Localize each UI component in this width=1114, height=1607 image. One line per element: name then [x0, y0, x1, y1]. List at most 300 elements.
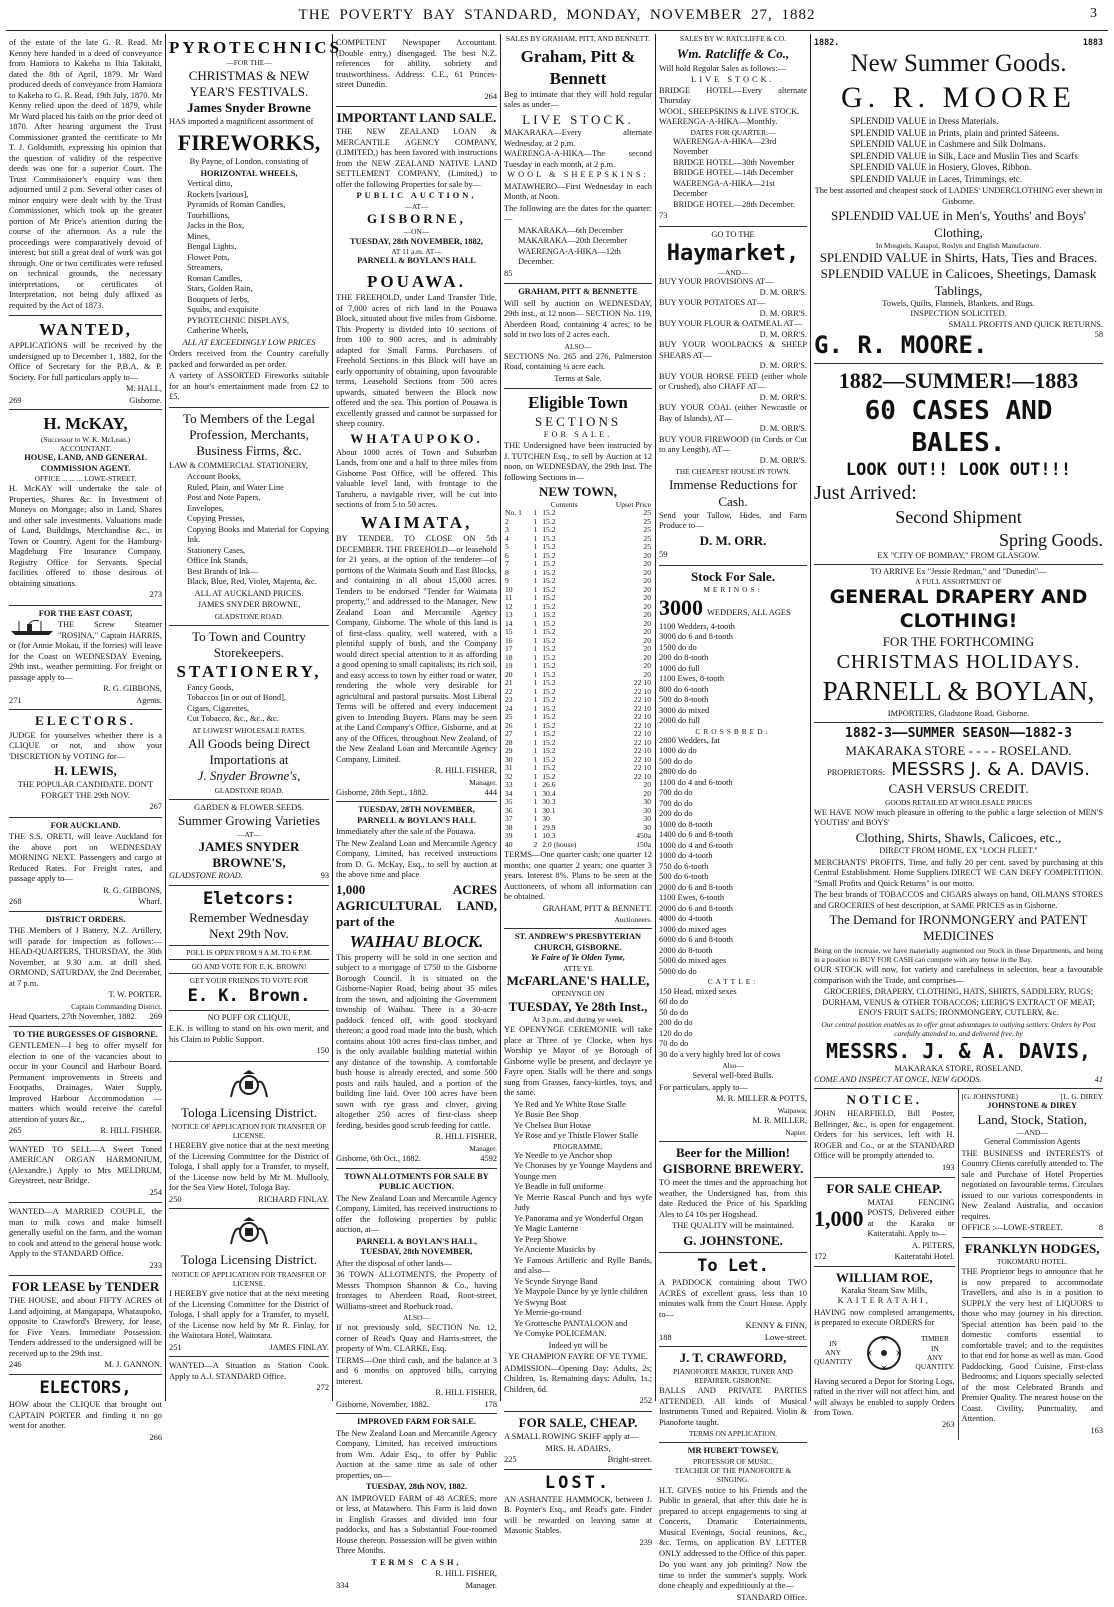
ad-venue: PARNELL & BOYLAN'S HALL,	[356, 1236, 477, 1246]
ad-waihau	[336, 802, 497, 1168]
ad-brewery	[659, 1142, 807, 1253]
list-item: SPLENDID VALUE in Laces, Trimmings, etc.	[850, 173, 1023, 184]
ad-text: THE CHEAPEST HOUSE IN TOWN.	[675, 467, 791, 476]
ad-married-couple	[9, 1203, 162, 1276]
table-row	[504, 841, 652, 850]
column-6	[811, 34, 1106, 1435]
table-cell: 15.2	[542, 669, 556, 679]
table-cell: 20	[643, 567, 651, 577]
table-cell: 5	[505, 542, 509, 551]
provision-item	[659, 340, 807, 372]
ad-number: 250	[169, 1194, 182, 1204]
table-row	[504, 662, 652, 671]
list-item: Ye Needle to ye Anchor shop	[514, 1150, 613, 1160]
table-cell: 1	[533, 525, 538, 534]
table-cell: 15.2	[542, 771, 556, 781]
list-item: BRIDGE HOTEL—28th December.	[673, 199, 796, 209]
list-item: BRIDGE HOTEL—14th December	[673, 168, 794, 178]
ad-text: Immense Reductions for Cash.	[669, 477, 797, 509]
ad-heading: Wm. Ratcliffe & Co.,	[676, 46, 790, 62]
ad-district-orders	[9, 912, 162, 1027]
ad-heading: WANTED,	[39, 320, 132, 339]
section-heading: NEW TOWN,	[538, 484, 618, 500]
list-item: 1000 do 8-tooth	[659, 819, 713, 829]
ad-text: JOHN HEARFIELD, Bill Poster, Bellringer, &c., is open for engagement. Orders for his services, left with H. ROGER and Co., or at the STANDARD Office will be promptly attended to.	[814, 1109, 955, 1161]
ad-signature: RICHARD FINLAY.	[258, 1194, 329, 1204]
list-item: 700 do do	[659, 788, 693, 798]
column-header: SALES BY GRAHAM, PITT, AND BENNETT.	[506, 34, 650, 43]
ad-eletcors	[169, 886, 329, 1062]
column-header: Contents	[550, 499, 578, 509]
ad-text: THE NEW ZEALAND LOAN & MERCANTILE AGENCY COMPANY, (LIMITED,) has been favored with instructions from the NEW ZEALAND NATIVE LAND SETTLEMENT COMPANY, (Limited,) to offer the following Properties for sale by—	[336, 127, 497, 189]
merchant-name: MESSRS. J. & A. DAVIS,	[826, 1039, 1091, 1063]
ad-subheading: PROFESSOR OF MUSIC.	[693, 1456, 773, 1466]
block-name: WAIHAU BLOCK.	[349, 931, 484, 951]
table-cell: 38	[505, 822, 513, 832]
ad-signature: T. W. PORTER.	[108, 990, 162, 1000]
list-item: Copying Presses,	[187, 514, 245, 523]
table-cell: 22 10	[633, 771, 651, 781]
ad-place: GLADSTONE ROAD.	[169, 871, 243, 881]
provision-text: BUY YOUR FIREWOOD (in Cords or Cut to any Length), AT—	[659, 434, 807, 454]
ad-date: TUESDAY, 28th NOVEMBER,	[360, 1247, 473, 1256]
ad-text: ALSO—	[564, 341, 592, 351]
ad-text: Clothing, Shirts, Shawls, Calicoes, etc.,	[855, 829, 1062, 845]
ad-office: OFFICE ... ... ... LOWE-STREET.	[34, 474, 137, 483]
ad-signature: GRAHAM, PITT & BENNETT.	[542, 903, 652, 913]
list-item: 60 do do	[659, 997, 689, 1006]
ad-heading: Beer for the Million!	[676, 1144, 790, 1160]
provision-text: BUY YOUR POTATOES AT—	[659, 298, 766, 307]
ad-heading: To Town and Country Storekeepers.	[192, 628, 306, 660]
royal-arms-icon	[169, 1216, 329, 1248]
ad-text: AN ASHANTEE HAMMOCK, between J. B. Poynter's Esq., and Read's gate. Finder will be rewarded on leaving same at Masonic Stables.	[504, 1494, 652, 1536]
table-cell: 10	[505, 584, 513, 594]
ad-heading: Eletcors:	[202, 888, 296, 909]
ad-feature: FIREWORKS,	[177, 129, 321, 155]
ad-text: The New Zealand Loan and Mercantile Agency Company, Limited, has received instructions to offer the following properties by public auction, at—	[336, 1193, 497, 1234]
ad-number: 271	[9, 695, 22, 705]
ad-burgesses	[9, 1027, 162, 1141]
ad-number: 172	[814, 1252, 827, 1261]
table-cell: 15.2	[542, 567, 556, 577]
ad-text: COMPETENT Newspaper Accountant. (Double entry,) disengaged. The best N.Z. references for ability, sobriety and trustworthiness. Address: C.E., 61 Princes-street Dunedin.	[336, 38, 497, 89]
table-cell: 25	[643, 525, 651, 534]
table-cell: 1	[533, 780, 538, 789]
ad-text: If not previously sold, SECTION No. 12, corner of Read's Quay and Harris-street, the property of Wm. CLARKE, Esq.	[336, 1323, 497, 1354]
ad-text: OUR STOCK will now, for variety and carefulness in selection, bear a favourable comparison with the Trade, and comprises—	[814, 965, 1103, 985]
table-cell: 450a	[636, 831, 651, 840]
table-cell: 26.6	[542, 780, 556, 789]
ad-text: SPLENDID VALUE in Men's, Youths' and Boys' Clothing,	[830, 208, 1087, 240]
ad-text: [G. JOHNSTONE]	[961, 1092, 1019, 1101]
ad-subheading: LIVE STOCK.	[691, 75, 775, 84]
table-cell: 1	[533, 669, 538, 679]
table-cell: 15.2	[542, 652, 556, 662]
ad-heading: 1882—SUMMER!—1883	[838, 368, 1079, 394]
list-item: MAKARAKA—Every alternate Wednesday, at 2 p.m.	[504, 128, 652, 148]
ad-text: GROCERIES, DRAPERY, CLOTHING, HATS, SHIRTS, SADDLERY, RUGS; DURHAM, VENUS & OTHER TOBACCOS; LIEBIG'S EXTRACT OF MEAT; ENO'S FRUIT SALTS; IRONMONGERY, CUTLERY, &c.	[822, 987, 1095, 1017]
table-row	[504, 807, 652, 816]
table-cell: 1	[533, 584, 538, 594]
ad-text: DIRECT FROM HOME, EX "LOCH FLEET."	[879, 846, 1038, 855]
list-item: 1500 do do	[659, 642, 697, 652]
table-row	[504, 509, 652, 518]
ad-subheading: CHRISTMAS & NEW YEAR'S FESTIVALS.	[188, 67, 310, 99]
table-cell: 15.2	[542, 525, 556, 534]
table-cell: 25	[643, 516, 651, 526]
table-cell: 30.3	[542, 797, 556, 806]
ad-number: 272	[316, 1383, 329, 1392]
list-item: Ye Chelsea Bun House	[514, 1120, 592, 1130]
list-item: Roman Candles,	[187, 273, 243, 283]
list-item: Bengal Lights,	[187, 242, 237, 252]
ad-number: 266	[149, 1432, 162, 1442]
column-3	[333, 34, 501, 1590]
ad-gpb-sections	[504, 284, 652, 389]
ad-signature: M. HALL,	[125, 384, 162, 394]
list-item: 800 do 6-tooth	[659, 684, 709, 694]
table-cell: 30	[643, 814, 651, 823]
table-cell: 29	[505, 746, 513, 755]
table-row	[504, 713, 652, 722]
list-item: Ye Anciente Musicks by	[514, 1245, 596, 1255]
ad-text: H.T. GIVES notice to his Friends and the Public in general, that after this date he is prepared to accept engagements to sing at Concerts, Dramatic Entertainments, Musical Evenings, Social reunions, &c., &c. Terms, on application BY LETTER ONLY addressed to the Office of this paper.	[659, 1485, 807, 1558]
table-cell: 6	[505, 550, 509, 560]
ad-text: INSPECTION SOLICITED.	[910, 309, 1007, 319]
ad-text: MATAWHERO—First Wednesday in each Month, at Noon.	[504, 181, 652, 201]
list-item: Tourbillions,	[187, 210, 230, 220]
table-row	[504, 790, 652, 799]
ad-subheading: NOTICE OF APPLICATION FOR TRANSFER OF LICENSE.	[171, 1121, 327, 1140]
table-row	[504, 628, 652, 637]
ad-organ	[9, 1141, 162, 1204]
ad-number: 193	[941, 1162, 955, 1172]
ad-feature: CHRISTMAS HOLIDAYS.	[836, 651, 1081, 673]
ad-venue: PARNELL & BOYLAN'S HALL	[357, 815, 476, 825]
ad-text: APPLICATIONS will be received by the undersigned up to December 1, 1882, for the Office of Secretary for the P.B.A. & P. Society. For full particulars apply to—	[9, 341, 162, 382]
ad-text: —AND—	[717, 267, 749, 277]
ad-graham-pitt-bennett	[504, 43, 652, 284]
table-cell: 15.2	[542, 763, 556, 772]
ad-text: GO AND VOTE FOR E. K. BROWN!	[191, 961, 307, 971]
list-item: 2000 do full	[659, 716, 700, 725]
table-row	[504, 569, 652, 578]
table-cell: 22 10	[633, 763, 651, 772]
ad-heading: FOR SALE CHEAP.	[826, 1181, 942, 1197]
table-cell: 24	[505, 703, 513, 713]
table-cell: 22 10	[633, 754, 651, 764]
table-cell: 1	[533, 627, 538, 636]
ad-place: KAITERATAHI,	[837, 1296, 931, 1306]
ad-terms: TERMS CASH,	[371, 1557, 462, 1567]
list-item: 5000 do do	[659, 966, 697, 976]
ad-place: Bright-street.	[607, 1455, 652, 1464]
list-item: Jacks in the Box,	[187, 221, 245, 231]
table-row	[504, 535, 652, 544]
table-cell: 20	[643, 593, 651, 602]
ad-text: Our central position enables us to offer great advantages to outlying settlers. Orders by Post carefully attended to, and delivered free, by	[821, 1019, 1096, 1038]
table-cell: 2	[505, 516, 509, 526]
table-cell: 1	[533, 661, 538, 670]
ad-signature: R. G. GIBBONS,	[103, 885, 162, 895]
ad-heading: Graham, Pitt & Bennett	[520, 47, 636, 88]
table-cell: No. 1	[505, 508, 522, 517]
ad-heading: 1882-3——SUMMER SEASON——1882-3	[845, 726, 1072, 742]
list-item: Cut Tobacco, &c., &c., &c.	[187, 714, 279, 723]
table-cell: 21	[505, 678, 513, 687]
list-item: 500 do 6-tooth	[659, 872, 709, 882]
table-row	[504, 679, 652, 688]
ad-number: 265	[9, 1126, 22, 1135]
lead-article	[9, 34, 162, 316]
list-item: Ye Peep Showe	[514, 1234, 567, 1244]
ad-text: [L. G. DIREY	[1060, 1092, 1103, 1101]
table-row	[504, 781, 652, 790]
table-cell: 20	[643, 601, 651, 611]
ad-mckay	[9, 410, 162, 606]
ad-subheading: PIANOFORTE MAKER, TUNER AND REPAIRER, GISBORNE.	[673, 1366, 793, 1385]
ad-subheading: CROSSBRED:	[695, 726, 771, 736]
list-item: Ye Choruses by ye Younge Maydens and Younge men	[514, 1161, 652, 1181]
ad-towsey	[659, 1443, 807, 1607]
ad-place: Lowe-street.	[764, 1332, 807, 1342]
merchant-name: G. R. MOORE.	[814, 331, 988, 360]
list-item: 2800 Wedders, fat	[659, 735, 720, 745]
list-item: Ye Panorama and ye Wonderful Organ	[514, 1213, 644, 1223]
list-item: Squibs, and exquisite	[187, 305, 259, 315]
ad-heading: IMPORTANT LAND SALE.	[336, 110, 497, 125]
ad-text: THE BUSINESS and INTERESTS of Country Clients carefully attended to. The sale and Purchase of Hotel Properties negotiated on favourable terms. Circulars issued to our various correspondents in New Zealand Australia, and occasion requires.	[961, 1148, 1103, 1221]
table-cell: 1	[533, 814, 538, 823]
list-item: Office Ink Stands,	[187, 556, 249, 565]
ad-text: AT 11 a.m. AT—	[391, 247, 442, 256]
ad-town-sections	[504, 389, 652, 929]
table-cell: 15.2	[542, 635, 556, 645]
section-heading: POUAWA.	[367, 271, 466, 291]
merchant-name: G. R. MOORE	[840, 80, 1076, 114]
table-cell: 25	[643, 533, 651, 543]
table-cell: 15.2	[542, 508, 556, 517]
list-item: WAERENGA-A-HIKA—Monthly.	[659, 117, 778, 126]
stall-list	[504, 1100, 652, 1142]
list-item: WOOL, SHEEPSKINS & LIVE STOCK.	[659, 106, 800, 116]
ad-text: AN IMPROVED FARM of 48 ACRES, more or less, at Matawhero. This Farm is laid down in English Grasses and divided into four paddocks, and has a Substantial Four-roomed House thereon. Possession will be given within Three Months.	[336, 1493, 497, 1556]
ad-subheading: GISBORNE BREWERY.	[662, 1161, 804, 1176]
list-item: 1100 Ewes, 6-tooth	[659, 893, 725, 903]
ad-place: MAKARAKA STORE, ROSELAND.	[894, 1064, 1023, 1073]
table-cell: 25	[505, 712, 513, 721]
list-item: Account Books,	[187, 472, 241, 481]
table-cell: 1	[533, 593, 538, 602]
column-5	[656, 34, 811, 1602]
table-cell: 15.2	[542, 661, 556, 670]
ad-date: TUESDAY, Ye 28th Inst.,	[508, 998, 648, 1014]
ad-feature: 3000	[659, 595, 703, 620]
ad-tagline: ALL AT EXCEEDINGLY LOW PRICES	[182, 337, 316, 347]
ad-role: ACCOUNTANT.	[59, 443, 112, 453]
ad-number: 444	[484, 787, 497, 797]
table-cell: 15.2	[542, 516, 556, 526]
column-header: Upset Price	[615, 499, 651, 509]
ad-subheading: TOKOMARU HOTEL.	[997, 1257, 1068, 1266]
table-row	[504, 705, 652, 714]
list-item: Ye Merrie Rascal Punch and hys wyfe Judy	[514, 1192, 652, 1213]
table-row	[504, 543, 652, 552]
ad-subheading: Karaka Steam Saw Mills,	[841, 1285, 928, 1295]
list-item: 500 do do	[659, 756, 693, 766]
table-cell: 40	[505, 839, 513, 849]
ad-text: The following are the dates for the quarter:—	[504, 203, 652, 223]
ad-text: ANY	[926, 1352, 943, 1362]
ad-number: 273	[149, 590, 162, 600]
ad-text: THE Members of J Battery, N.Z. Artillery, will parade for inspection as follows:— HEAD-QUARTERS, THURSDAY, the 30th November, at 9.30 a.m. at drill shed. ORMOND, SATURDAY, the 2nd December, at 7 p.m.	[9, 926, 162, 988]
ad-text: GOODS RETAILED AT WHOLESALE PRICES	[885, 797, 1032, 807]
ad-subheading: CATTLE:	[707, 977, 759, 987]
ad-footer: Gisborne, 6th Oct., 1882.	[336, 1154, 421, 1163]
ad-auckland	[9, 818, 162, 912]
table-cell: 22 10	[633, 703, 651, 713]
table-cell: 20	[643, 644, 651, 653]
table-row	[504, 577, 652, 586]
table-cell: 17	[505, 644, 513, 653]
table-cell: 20	[643, 627, 651, 636]
sales-list	[504, 128, 652, 170]
ad-tologa-1	[169, 1062, 329, 1210]
ad-tagline: LOOK OUT!! LOOK OUT!!!	[845, 459, 1072, 480]
table-cell: 15.2	[542, 695, 556, 704]
ad-signature: D. M. ORR'S.	[759, 392, 807, 402]
list-item: Bouquets of Jerbs,	[187, 294, 250, 304]
list-item: Ye Magic Lanterne	[514, 1224, 579, 1234]
ad-role: Manager.	[469, 1143, 497, 1153]
column-4	[501, 34, 656, 1547]
ad-number: 252	[639, 1396, 652, 1406]
ad-text: I HEREBY give notice that at the next meeting of the Licensing Committee for the District of Tologa, I shall apply for a Transfer, to myself, of the License now held by Mr M. Mullooly, for the Sea View Hotel, Tologa Bay.	[169, 1141, 329, 1193]
table-row	[504, 722, 652, 731]
table-cell: 29.9	[542, 822, 556, 832]
ad-heading: Tologa Licensing District.	[181, 1104, 317, 1120]
ad-lost	[504, 1470, 652, 1553]
table-cell: 1	[533, 576, 538, 585]
table-row	[504, 696, 652, 705]
ad-subheading: —FOR THE—	[226, 58, 272, 68]
list-item: SPLENDID VALUE in Silk, Lace and Muslin Ties and Scarfs	[850, 150, 1078, 161]
table-cell: 2.0 (house)	[542, 839, 577, 849]
ad-improved-farm	[336, 1414, 497, 1594]
ad-heading: ELECTORS,	[39, 1377, 132, 1398]
list-item: Tobaccos [in or out of Bond],	[187, 693, 286, 702]
table-row	[504, 603, 652, 612]
table-cell: 1	[533, 763, 538, 772]
year-right: 1883	[1082, 37, 1103, 47]
ad-tagline: ALL AT AUCKLAND PRICES.	[194, 588, 304, 598]
list-item: 750 do 6-tooth	[659, 861, 709, 871]
ad-davis	[814, 723, 1103, 1089]
ad-text: —ON—	[403, 227, 430, 237]
list-item: 200 do do	[659, 809, 693, 819]
list-item: SPLENDID VALUE in Dress Materials.	[850, 116, 999, 127]
table-cell: 1	[533, 686, 538, 696]
ad-subheading: MAKARAKA STORE - - - - ROSELAND.	[845, 742, 1072, 758]
table-row	[504, 815, 652, 824]
ad-fencing-posts	[814, 1178, 955, 1266]
ad-heading: FOR SALE, CHEAP.	[518, 1414, 638, 1430]
table-cell: 1	[533, 754, 538, 764]
page-number: 3	[1090, 6, 1098, 21]
ad-heading: ELECTORS.	[35, 713, 136, 729]
list-item: 1000 do mixed ages	[659, 924, 727, 934]
list-item: 2800 do do	[659, 767, 697, 777]
table-row	[504, 654, 652, 663]
list-item: 500 do 8-tooth	[659, 695, 709, 704]
list-item: Vertical ditto,	[187, 179, 233, 189]
ad-william-roe	[814, 1267, 955, 1435]
ad-text: H. McKAY will undertake the sale of Properties, Shares &c. In Investment of Moneys on Mortgage; also in Land, Shares and other sale investments. Valuations made of Land, Buildings, Merchandise &c., in Town or Country. Agent for the Hamburg-Magdeburg Fire Insurance Company. Registry Office for Servants. Special facilities offered to those desirous of obtaining situations.	[9, 484, 162, 588]
ad-number: 178	[484, 1399, 497, 1409]
table-cell: 36	[505, 805, 513, 815]
ad-number: 58	[1094, 330, 1103, 340]
ad-number: 334	[336, 1580, 349, 1590]
table-cell: 15.2	[542, 729, 556, 738]
list-item: Flower Pots,	[187, 252, 230, 262]
ad-signature: D. M. ORR'S.	[759, 424, 807, 433]
ad-number: 268	[9, 897, 22, 907]
table-cell: 15.2	[542, 703, 556, 713]
table-cell: 15.2	[542, 584, 556, 594]
ad-text: 36 TOWN ALLOTMENTS, the Property of Messrs Thompson Shannon & Co., having frontages to Aberdeen Road, Root-street, Williams-street and Roebuck road.	[336, 1270, 497, 1311]
provision-text: BUY YOUR WOOLPACKS & SHEEP SHEARS AT—	[659, 340, 807, 360]
ad-text: The best assorted and cheapest stock of LADIES' UNDERCLOTHING ever shewn in Gisborne.	[814, 186, 1103, 206]
table-cell: 15.2	[542, 720, 556, 730]
ad-text: HAVING now completed arrangements, is prepared to execute ORDERS for	[814, 1307, 955, 1328]
ad-number: 41	[1094, 1074, 1103, 1084]
merchant-name: JAMES SNYDER BROWNE'S,	[198, 838, 300, 870]
ad-haymarket	[659, 227, 807, 566]
list-item: 150 Head, mixed sexes	[659, 986, 737, 996]
table-cell: 1	[533, 610, 538, 619]
table-cell: 1	[533, 720, 538, 730]
table-cell: 34	[505, 788, 513, 798]
list-item: BRIDGE HOTEL—Every alternate Thursday	[659, 85, 807, 105]
list-item: Rockets [various],	[187, 189, 249, 199]
sawmill-icon	[861, 1330, 907, 1376]
ad-heading: IMPROVED FARM FOR SALE.	[357, 1417, 476, 1427]
masthead	[6, 0, 1108, 31]
table-cell: 1	[533, 559, 538, 568]
ad-signature: JAMES SNYDER BROWNE,	[197, 600, 301, 609]
ad-title: HOUSE, LAND, AND GENERAL COMMISSION AGENT.	[24, 453, 147, 473]
table-cell: 15.2	[542, 550, 556, 560]
table-cell: 15.2	[542, 627, 556, 636]
table-cell: 25	[643, 542, 651, 551]
table-cell: 15.2	[542, 533, 556, 543]
table-cell: 14	[505, 618, 513, 628]
ad-text: HAS imported a magnificent assortment of	[169, 117, 314, 127]
table-cell: 16	[505, 635, 513, 645]
list-item: 2000 do 6 and 8-tooth	[659, 903, 733, 913]
ad-heading: H. McKAY,	[43, 414, 128, 434]
table-cell: 20	[643, 635, 651, 645]
cattle-list	[659, 987, 807, 1061]
list-item: 1400 do 6 and 8-tooth	[659, 830, 733, 840]
ad-text: Orders received from the Country carefully packed and forwarded as per order.	[169, 349, 329, 369]
list-item: Ye Maypole Dance by ye lyttle children	[514, 1287, 648, 1297]
ad-signature: D. M. ORR'S.	[759, 329, 807, 339]
table-cell: 20	[643, 610, 651, 619]
ad-number: 4592	[480, 1154, 497, 1163]
ad-text: QUANTITY	[814, 1357, 853, 1367]
